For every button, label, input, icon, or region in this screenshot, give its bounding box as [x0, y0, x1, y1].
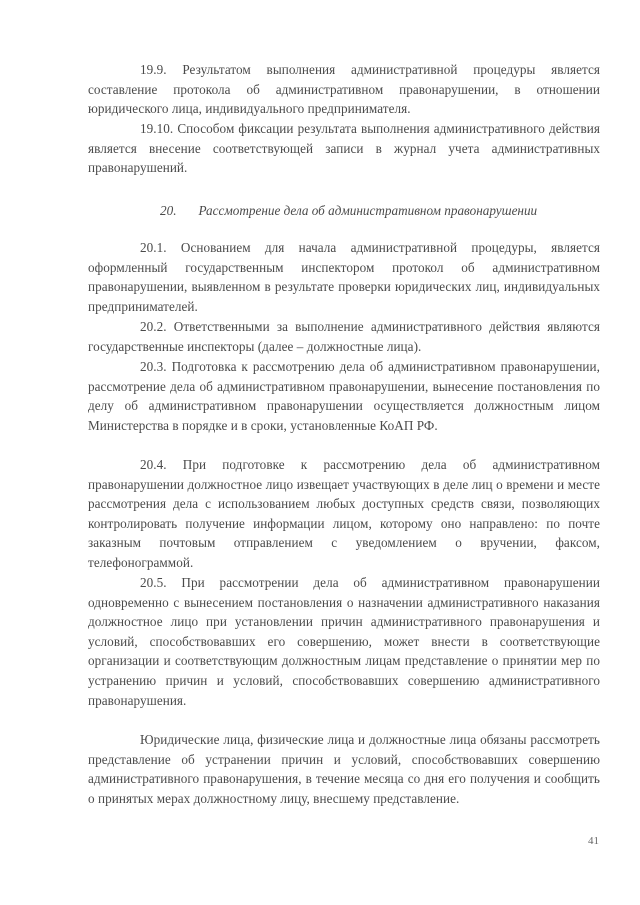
paragraph-20-1: 20.1. Основанием для начала административной процедуры, является оформленный государственным инспектором протокол об административном правонарушении, выявленном в результате проверки юридических лиц, индивидуальных предпринимателей.	[88, 240, 600, 314]
paragraph-legal-entities: Юридические лица, физические лица и должностные лица обязаны рассмотреть представление об устранении причин и условий, способствовавших совершению административного правонарушения, в течение месяца со дня его получения и сообщить о принятых мерах должностному лицу, внесшему представление.	[88, 732, 600, 806]
paragraph-20-3: 20.3. Подготовка к рассмотрению дела об административном правонарушении, рассмотрение дела об административном правонарушении, вынесение постановления по делу об административном правонарушении осуществляется должностным лицом Министерства в порядке и в сроки, установленные КоАП РФ.	[88, 359, 600, 433]
page-number: 41	[588, 835, 599, 847]
paragraph-19-10: 19.10. Способом фиксации результата выполнения административного действия является внесение соответствующей записи в журнал учета административных правонарушений.	[88, 121, 600, 176]
section-heading	[88, 201, 600, 220]
paragraph-20-5: 20.5. При рассмотрении дела об административном правонарушении одновременно с вынесением постановления о назначении административного наказания должностное лицо при установлении причин административного правонарушения и условий, способствовавших его совершению, может внести в соответствующие организации и соответствующим должностным лицам представление о принятии мер по устранению причин и условий, способствовавших совершению административного правонарушения.	[88, 575, 600, 708]
paragraph-20-4: 20.4. При подготовке к рассмотрению дела об административном правонарушении должностное лицо извещает участвующих в деле лиц о времени и месте рассмотрения дела с использованием любых доступных средств связи, позволяющих контролировать получение информации лицом, которому оно направлено: по почте заказным почтовым отправлением с уведомлением о вручении, факсом, телефонограммой.	[88, 457, 600, 570]
paragraph-19-9: 19.9. Результатом выполнения административной процедуры является составление протокола об административном правонарушении, в отношении юридического лица, индивидуального предпринимателя.	[88, 62, 600, 117]
section-heading-title: Рассмотрение дела об административном правонарушении	[198, 203, 538, 218]
section-heading-number: 20.	[160, 203, 177, 218]
paragraph-20-2: 20.2. Ответственными за выполнение административного действия являются государственные инспекторы (далее – должностные лица).	[88, 319, 600, 354]
